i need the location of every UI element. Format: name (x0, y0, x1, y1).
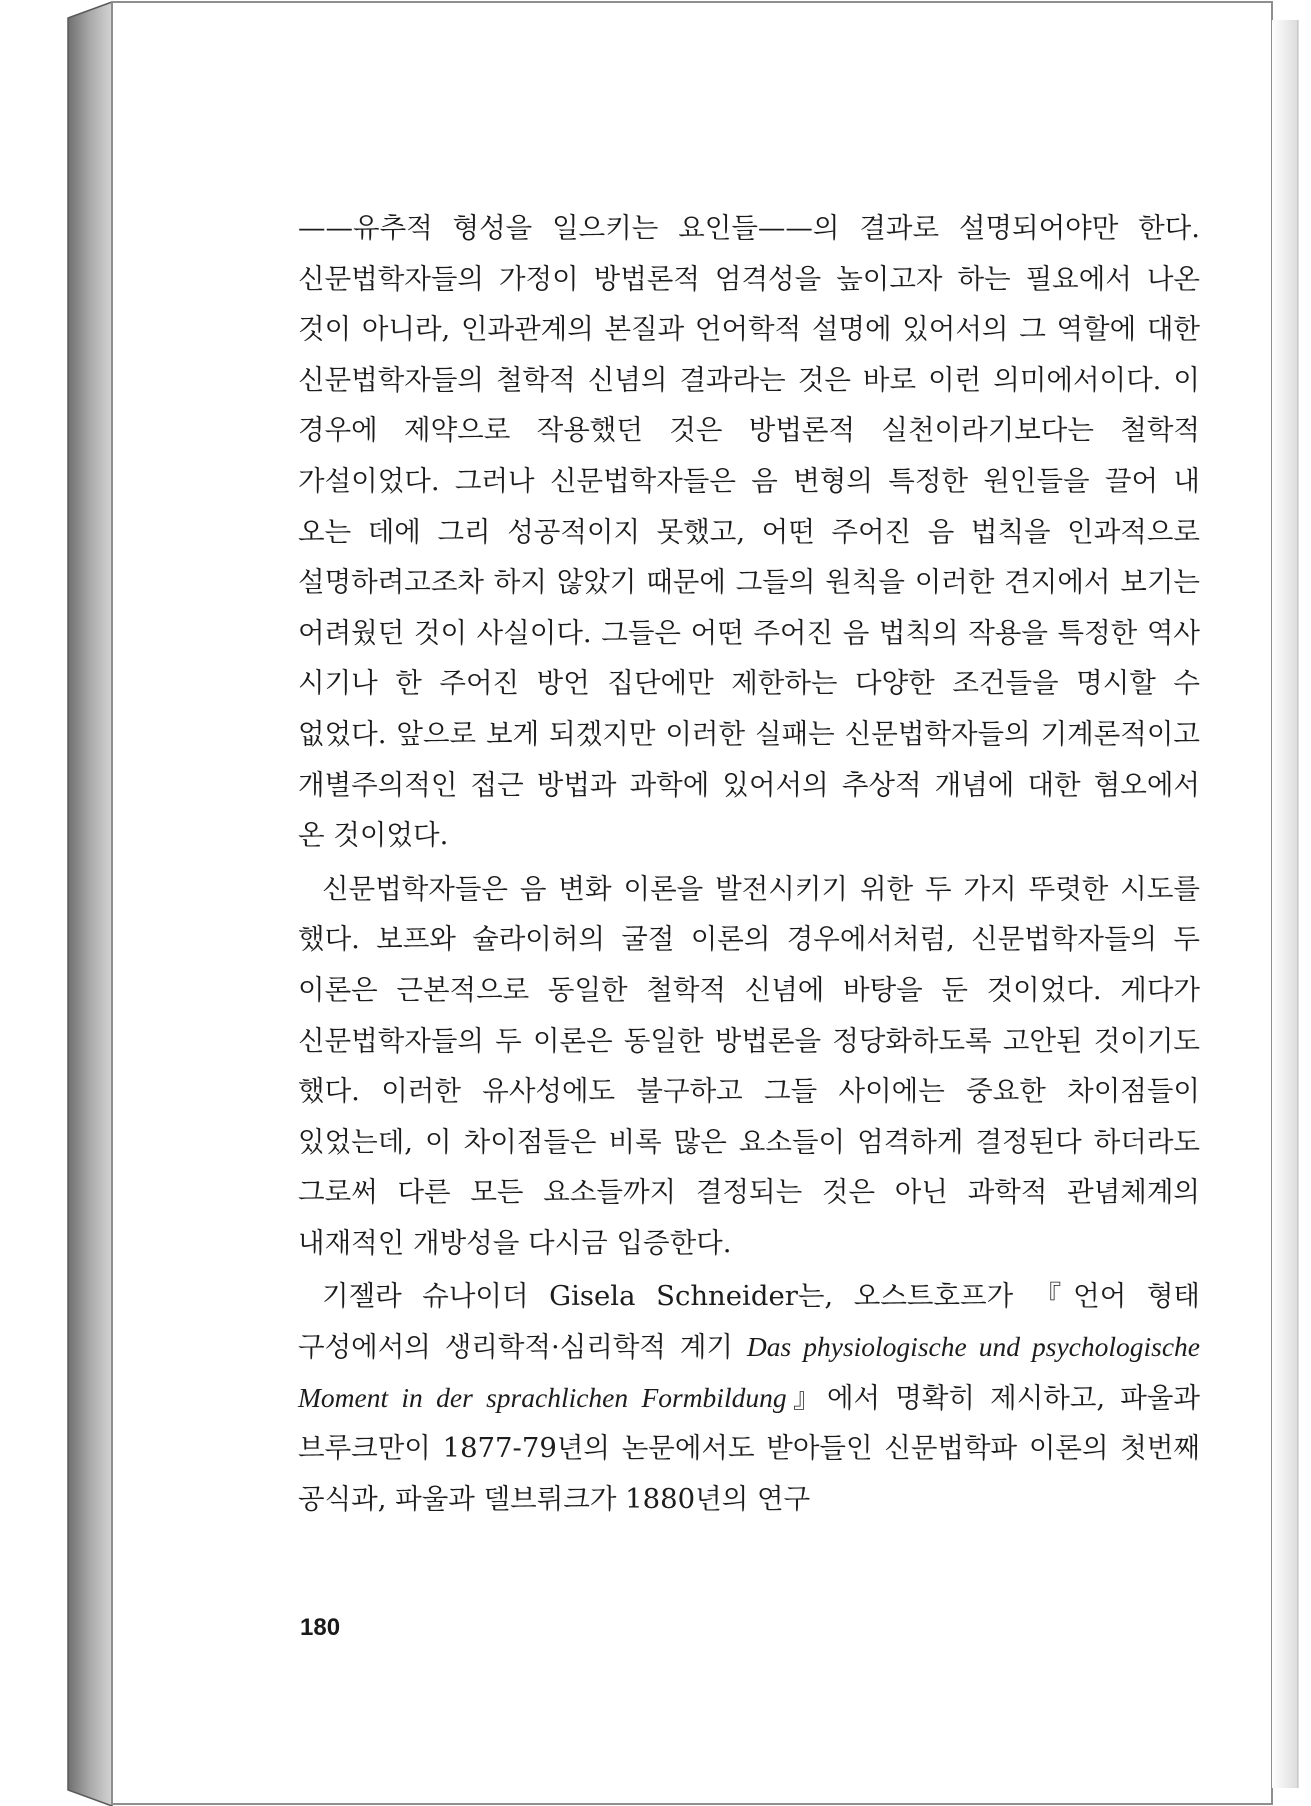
page-edge-shadow (1272, 20, 1298, 1788)
paragraph-1: ——유추적 형성을 일으키는 요인들——의 결과로 설명되어야만 한다. 신문법학자들의 가정이 방법론적 엄격성을 높이고자 하는 필요에서 나온 것이 아니라, 인과관계의 본질과 언어학적 설명에 있어서의 그 역할에 대한 신문법학자들의 철학적 신념의 결과라는 것은 바로 이런 의미에서이다. 이 경우에 제약으로 작용했던 것은 방법론적 실천이라기보다는 철학적 가설이었다. 그러나 신문법학자들은 음 변형의 특정한 원인들을 끌어 내 오는 데에 그리 성공적이지 못했고, 어떤 주어진 음 법칙을 인과적으로 설명하려고조차 하지 않았기 때문에 그들의 원칙을 이러한 견지에서 보기는 어려웠던 것이 사실이다. 그들은 어떤 주어진 음 법칙의 작용을 특정한 역사 시기나 한 주어진 방언 집단에만 제한하는 다양한 조건들을 명시할 수 없었다. 앞으로 보게 되겠지만 이러한 실패는 신문법학자들의 기계론적이고 개별주의적인 접근 방법과 과학에 있어서의 추상적 개념에 대한 혐오에서 온 것이었다. (298, 212, 1200, 852)
paragraph-3-tail: 』에서 명확히 제시하고, 파울과 브루크만이 1877-79년의 논문에서도 받아들인 신문법학파 이론의 첫번째 공식과, 파울과 델브뤼크가 1880년의 연구 (298, 1381, 1200, 1515)
paragraph-3-lead: 기젤라 슈나이더 Gisela Schneider는, 오스트호프가 『언어 형태 구성에서의 생리학적·심리학적 계기 (298, 1280, 1200, 1364)
paragraph-2: 신문법학자들은 음 변화 이론을 발전시키기 위한 두 가지 뚜렷한 시도를 했다. 보프와 슐라이허의 굴절 이론의 경우에서처럼, 신문법학자들의 두 이론은 근본적으로 동일한 철학적 신념에 바탕을 둔 것이었다. 게다가 신문법학자들의 두 이론은 동일한 방법론을 정당화하도록 고안된 것이기도 했다. 이러한 유사성에도 불구하고 그들 사이에는 중요한 차이점들이 있었는데, 이 차이점들은 비록 많은 요소들이 엄격하게 결정된다 하더라도 그로써 다른 모든 요소들까지 결정되는 것은 아닌 과학적 관념체계의 내재적인 개방성을 다시금 입증한다. (298, 872, 1200, 1259)
page-number: 180 (300, 1614, 341, 1641)
book-title-italic: Das physiologische und psychologische Moment in der sprachlichen Formbildung (298, 1331, 1200, 1413)
book-spine (68, 2, 112, 1806)
paragraph-3 (298, 1271, 1200, 1524)
body-text (298, 203, 1200, 1524)
